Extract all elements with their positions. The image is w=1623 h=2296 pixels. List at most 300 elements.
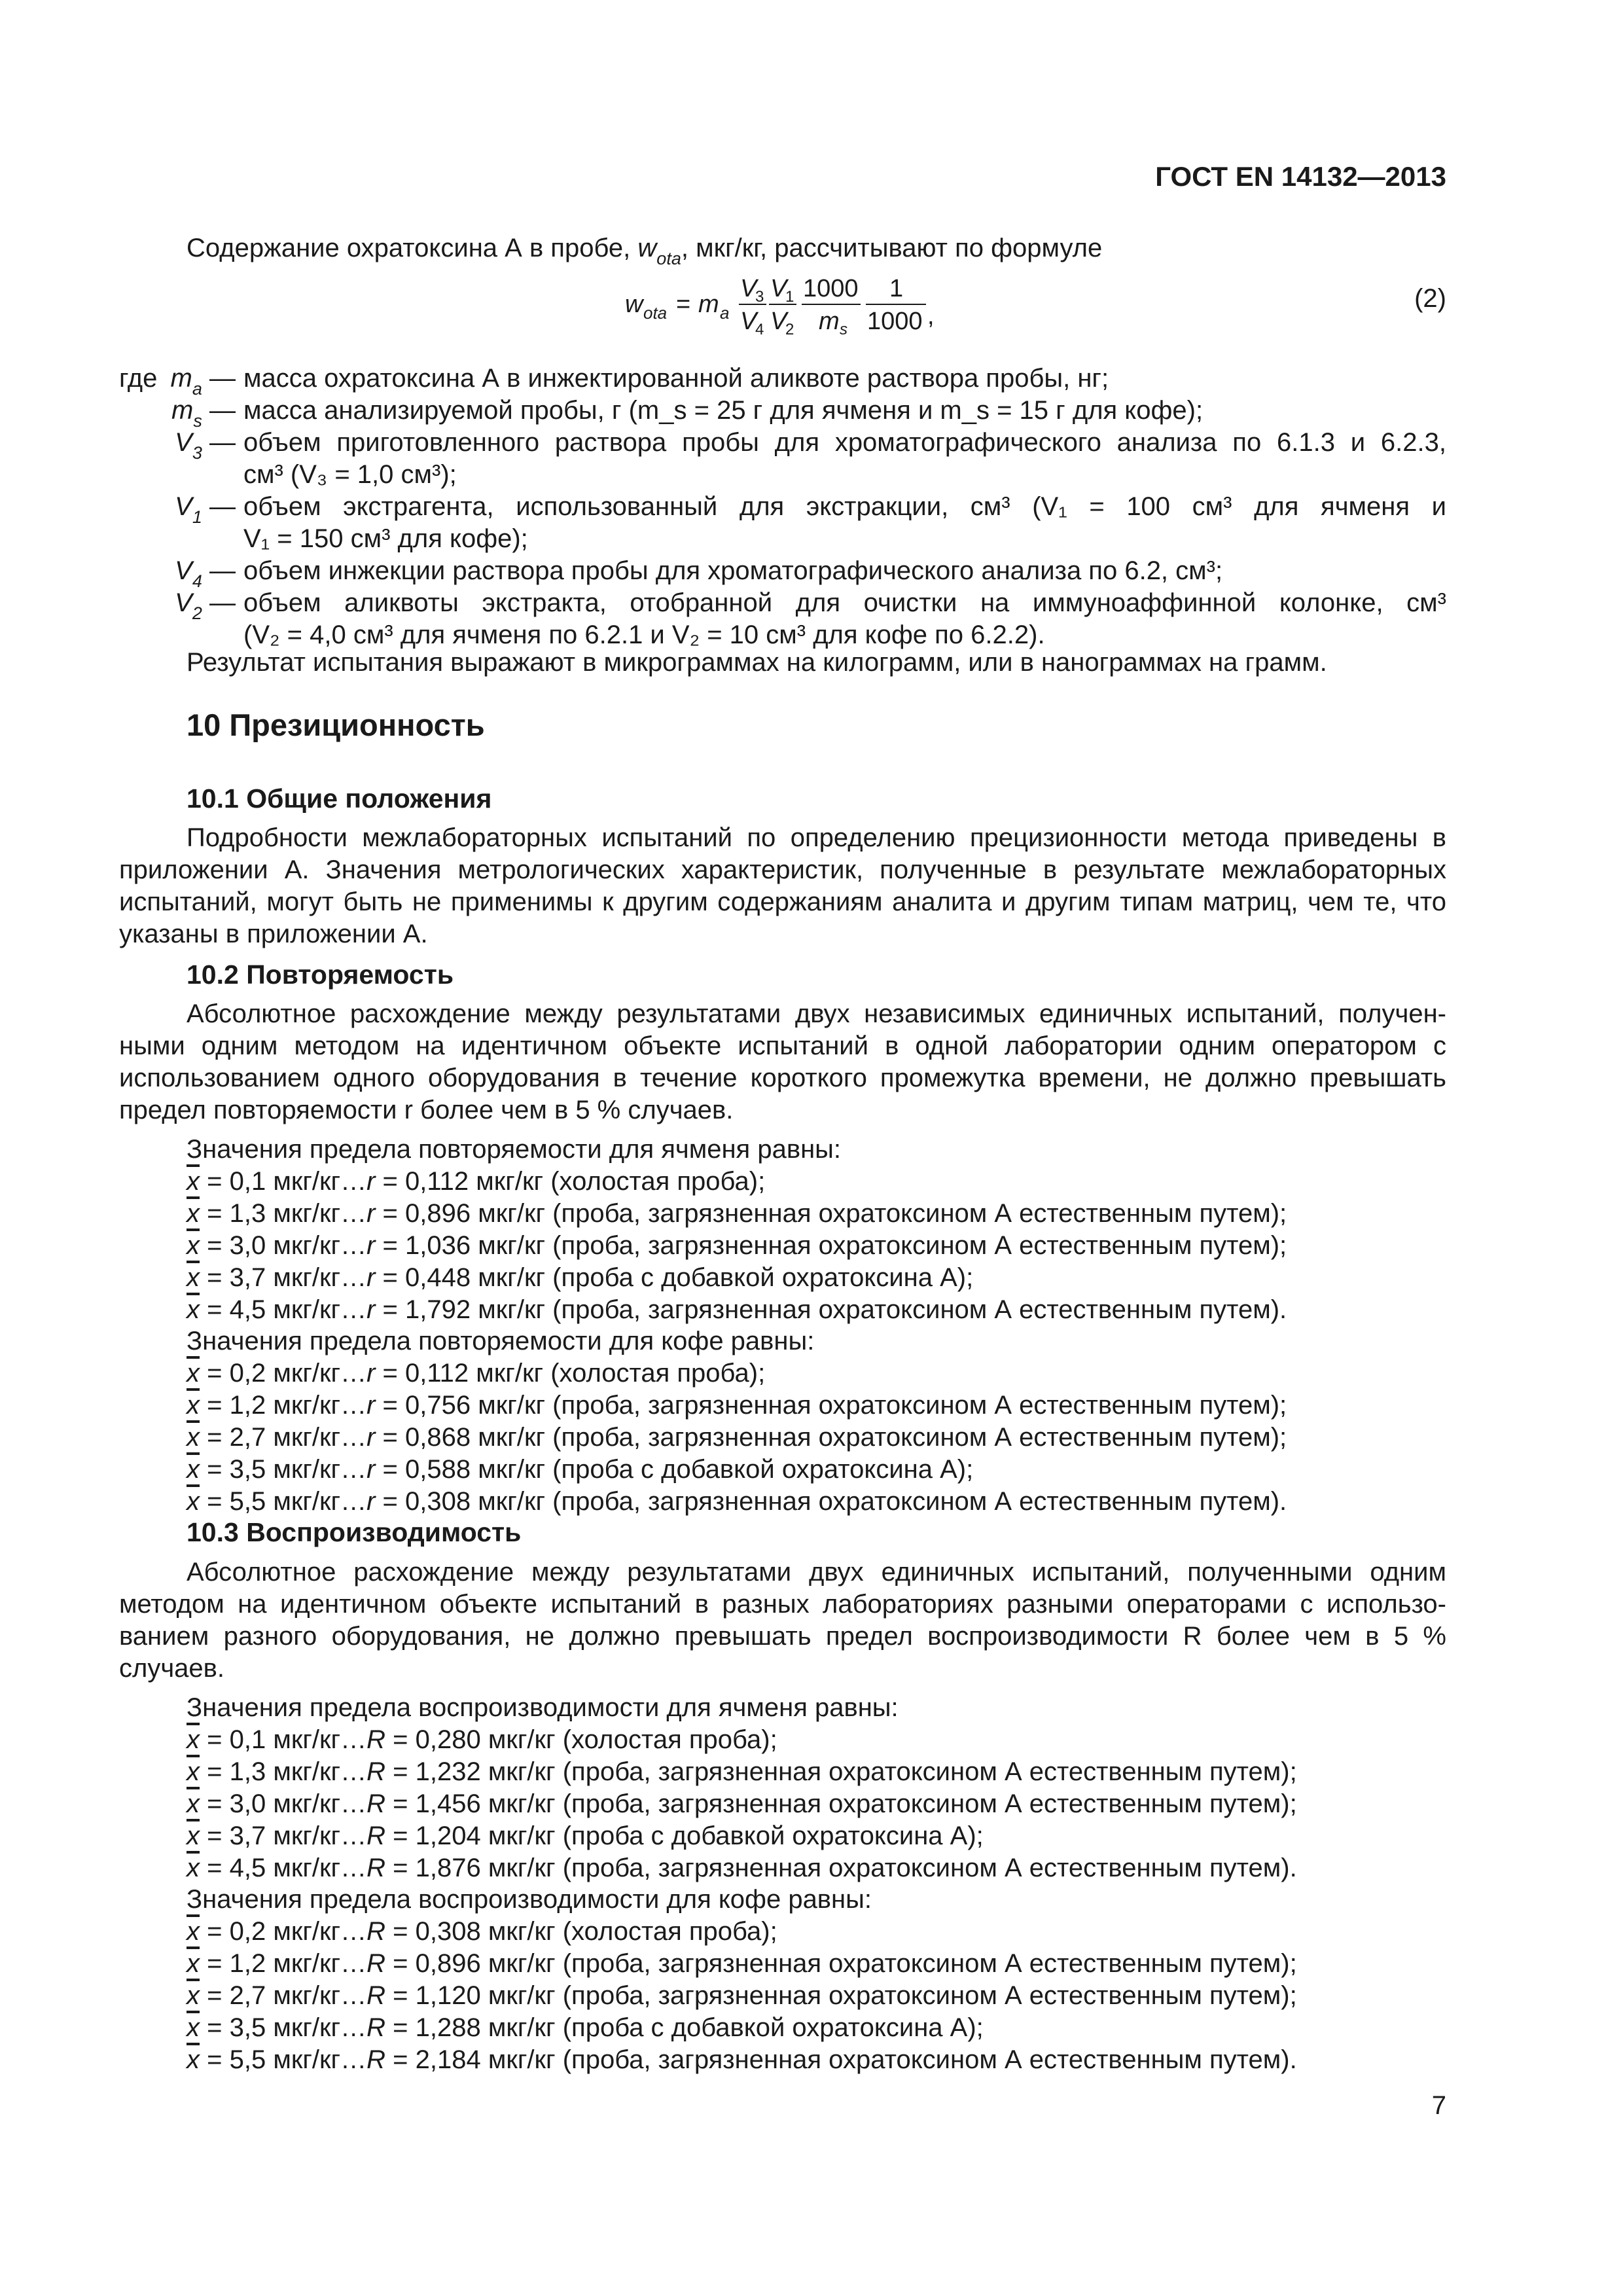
limit-value: 0,280	[415, 1725, 481, 1754]
mean-value: 2,7	[229, 1423, 266, 1452]
equals-sign: =	[375, 1263, 406, 1292]
formula-ma-sub: a	[720, 303, 730, 323]
unit: мкг/кг	[266, 1359, 341, 1388]
limit-symbol: r	[366, 1199, 376, 1228]
limit-value: 0,896	[415, 1949, 481, 1978]
unit: мкг/кг	[480, 1949, 563, 1978]
reproducibility-barley-intro: Значения предела воспроизводимости для ячменя равны:	[187, 1693, 899, 1722]
repeatability-barley-intro: Значения предела повторяемости для ячменя равны:	[187, 1135, 842, 1164]
unit: мкг/кг	[480, 1725, 563, 1754]
value-line	[187, 1948, 1297, 1980]
limit-value: 1,204	[415, 1821, 481, 1850]
unit: мкг/кг	[266, 1455, 341, 1484]
equals-sign: =	[200, 1391, 230, 1420]
x-bar-symbol: $\overline{x}$	[187, 2013, 200, 2042]
ellipsis: …	[340, 1854, 367, 1882]
definition-line: (V₂ = 4,0 см³ для ячменя по 6.2.1 и V₂ = 10 см³ для кофе по 6.2.2).	[243, 620, 1045, 649]
sample-note: (проба, загрязненная охратоксином А естественным путем).	[552, 1295, 1287, 1324]
equals-sign: =	[200, 1725, 230, 1754]
formula-number: (2)	[1414, 284, 1446, 313]
formula-v1-sub: 1	[785, 288, 794, 306]
equals-sign: =	[385, 1725, 416, 1754]
sample-note: (проба, загрязненная охратоксином А естественным путем);	[552, 1231, 1287, 1260]
definition-line: объем аликвоты экстракта, отобранной для очистки на иммуноаффинной колонке, см³	[243, 588, 1446, 617]
limit-value: 0,868	[405, 1423, 471, 1452]
mean-value: 0,2	[229, 1359, 266, 1388]
limit-symbol: R	[366, 1757, 385, 1786]
equals-sign: =	[200, 1949, 230, 1978]
equals-sign: =	[375, 1391, 406, 1420]
limit-symbol: r	[366, 1263, 376, 1292]
ellipsis: …	[340, 1231, 367, 1260]
ellipsis: …	[340, 1167, 367, 1196]
sample-note: (проба с добавкой охратоксина А);	[562, 1821, 984, 1850]
unit: мкг/кг	[266, 2045, 341, 2074]
limit-symbol: r	[366, 1391, 376, 1420]
definition-line: масса анализируемой пробы, г (m_s = 25 г для ячменя и m_s = 15 г для кофе);	[243, 396, 1204, 425]
equals-sign: =	[200, 2045, 230, 2074]
x-bar-symbol: $\overline{x}$	[187, 1487, 200, 1516]
limit-value: 1,792	[405, 1295, 471, 1324]
unit: мкг/кг	[480, 2045, 563, 2074]
equals-sign: =	[375, 1295, 406, 1324]
mean-value: 5,5	[229, 1487, 266, 1516]
x-bar-symbol: $\overline{x}$	[187, 1199, 200, 1228]
limit-symbol: R	[366, 1917, 385, 1946]
unit: мкг/кг	[266, 1391, 341, 1420]
equals-sign: =	[200, 1167, 230, 1196]
unit: мкг/кг	[266, 1917, 341, 1946]
ellipsis: …	[340, 1949, 367, 1978]
unit: мкг/кг	[266, 1949, 341, 1978]
ellipsis: …	[340, 1359, 367, 1388]
limit-symbol: R	[366, 1821, 385, 1850]
sample-note: (проба с добавкой охратоксина А);	[562, 2013, 984, 2042]
unit: мкг/кг	[471, 1263, 553, 1292]
symbol-sub: 4	[192, 571, 202, 591]
value-line	[187, 1980, 1297, 2012]
unit: мкг/кг	[480, 1981, 563, 2010]
formula-ma: m	[698, 291, 719, 318]
formula-ms: m	[819, 308, 840, 335]
paragraph-line: использованием одного оборудования в течение короткого промежутка времени, не должно превышать	[119, 1064, 1446, 1092]
symbol-sub: 1	[192, 507, 202, 527]
x-bar-symbol: $\overline{x}$	[187, 1949, 200, 1978]
mean-value: 0,2	[229, 1917, 266, 1946]
equals-sign: =	[385, 2013, 416, 2042]
sample-note: (холостая проба);	[562, 1917, 777, 1946]
paragraph-line: случаев.	[119, 1654, 225, 1683]
paragraph-line: предел повторяемости r более чем в 5 % случаев.	[119, 1096, 734, 1124]
symbol-sub: 3	[192, 443, 202, 463]
symbol: V	[175, 492, 192, 521]
value-line	[187, 1756, 1297, 1788]
equals-sign: =	[375, 1199, 406, 1228]
value-line	[187, 1390, 1287, 1422]
x-bar-symbol: $\overline{x}$	[187, 1359, 200, 1388]
ellipsis: …	[340, 1199, 367, 1228]
equals-sign: =	[385, 1981, 416, 2010]
equals-sign: =	[385, 1917, 416, 1946]
unit: мкг/кг	[266, 1263, 341, 1292]
mean-value: 1,2	[229, 1391, 266, 1420]
where-symbol	[170, 363, 236, 399]
formula-1000-den: 1000	[867, 308, 923, 335]
limit-symbol: R	[366, 1981, 385, 2010]
ellipsis: …	[340, 1789, 367, 1818]
value-line	[187, 1422, 1287, 1454]
equals-sign: =	[385, 1854, 416, 1882]
unit: мкг/кг	[266, 1199, 341, 1228]
mean-value: 0,1	[229, 1167, 266, 1196]
unit: мкг/кг	[480, 1821, 563, 1850]
sample-note: (проба, загрязненная охратоксином А естественным путем).	[552, 1487, 1287, 1516]
limit-symbol: R	[366, 1789, 385, 1818]
limit-value: 0,308	[415, 1917, 481, 1946]
ellipsis: …	[340, 1487, 367, 1516]
sample-note: (проба, загрязненная охратоксином А естественным путем).	[562, 2045, 1297, 2074]
limit-value: 0,112	[405, 1359, 469, 1388]
formula-1000-num: 1000	[803, 275, 859, 302]
formula-v2-sub: 2	[785, 321, 794, 338]
mean-value: 5,5	[229, 2045, 266, 2074]
x-bar-symbol: $\overline{x}$	[187, 1263, 200, 1292]
equals-sign: =	[375, 1167, 406, 1196]
mean-value: 3,0	[229, 1789, 266, 1818]
mean-value: 3,0	[229, 1231, 266, 1260]
x-bar-symbol: $\overline{x}$	[187, 1821, 200, 1850]
equals-sign: =	[375, 1423, 406, 1452]
limit-value: 1,288	[415, 2013, 481, 2042]
unit: мкг/кг	[266, 1725, 341, 1754]
unit: мкг/кг	[266, 1423, 341, 1452]
paragraph-line: Абсолютное расхождение между результатами двух независимых единичных испытаний, получен-	[187, 999, 1446, 1028]
ellipsis: …	[340, 1725, 367, 1754]
x-bar-symbol: $\overline{x}$	[187, 1789, 200, 1818]
equals-sign: =	[385, 1949, 416, 1978]
equals-sign: =	[385, 1789, 416, 1818]
symbol-sub: 2	[192, 603, 202, 623]
value-line	[187, 1357, 765, 1390]
section-10-1-title: 10.1 Общие положения	[187, 783, 492, 814]
equals-sign: =	[200, 1917, 230, 1946]
equals-sign: =	[200, 1981, 230, 2010]
unit: мкг/кг	[266, 2013, 341, 2042]
intro-var: w	[637, 234, 657, 262]
sample-note: (холостая проба);	[550, 1167, 766, 1196]
sample-note: (проба, загрязненная охратоксином А естественным путем);	[562, 1757, 1297, 1786]
formula-lhs-sub: ota	[643, 303, 668, 323]
x-bar-symbol: $\overline{x}$	[187, 1423, 200, 1452]
formula-svg	[625, 272, 939, 344]
limit-symbol: r	[366, 1167, 376, 1196]
definition-line: объем экстрагента, использованный для экстракции, см³ (V₁ = 100 см³ для ячменя и	[243, 492, 1446, 521]
formula-v4: V	[740, 308, 757, 335]
equals-sign: =	[385, 2045, 416, 2074]
symbol: V	[175, 428, 192, 457]
mean-value: 3,7	[229, 1821, 266, 1850]
limit-value: 0,756	[405, 1391, 471, 1420]
symbol: V	[175, 588, 192, 617]
paragraph-line: указаны в приложении А.	[119, 920, 428, 948]
x-bar-symbol: $\overline{x}$	[187, 2045, 200, 2074]
result-line: Результат испытания выражают в микрограммах на килограмм, или в нанограммах на грамм.	[187, 648, 1327, 677]
page-number: 7	[1431, 2091, 1446, 2120]
x-bar-symbol: $\overline{x}$	[187, 1757, 200, 1786]
unit: мкг/кг	[480, 1854, 563, 1882]
limit-symbol: r	[366, 1295, 376, 1324]
value-line	[187, 1788, 1297, 1820]
equals-sign: =	[200, 1455, 230, 1484]
value-line	[187, 1262, 973, 1294]
mean-value: 0,1	[229, 1725, 266, 1754]
mean-value: 2,7	[229, 1981, 266, 2010]
intro-var-sub: ota	[656, 249, 681, 268]
unit: мкг/кг	[471, 1231, 553, 1260]
x-bar-symbol: $\overline{x}$	[187, 1455, 200, 1484]
ellipsis: …	[340, 2045, 367, 2074]
equals-sign: =	[375, 1455, 406, 1484]
intro-text-after: , мкг/кг, рассчитывают по формуле	[681, 234, 1103, 262]
formula-eq: =	[676, 291, 691, 318]
where-symbol	[175, 491, 236, 527]
em-dash: —	[202, 492, 236, 521]
mean-value: 1,3	[229, 1199, 266, 1228]
x-bar-symbol: $\overline{x}$	[187, 1295, 200, 1324]
symbol-sub: s	[193, 411, 202, 431]
unit: мкг/кг	[266, 1757, 341, 1786]
limit-symbol: R	[366, 2013, 385, 2042]
limit-symbol: r	[366, 1455, 376, 1484]
equals-sign: =	[200, 1821, 230, 1850]
equals-sign: =	[375, 1359, 406, 1388]
ellipsis: …	[340, 1821, 367, 1850]
mean-value: 3,5	[229, 1455, 266, 1484]
limit-symbol: R	[366, 1854, 385, 1882]
definition-line: объем инжекции раствора пробы для хроматографического анализа по 6.2, см³;	[243, 556, 1223, 585]
paragraph-line: методом на идентичном объекте испытаний в разных лабораториях разными операторами с использо-	[119, 1590, 1446, 1619]
mean-value: 3,7	[229, 1263, 266, 1292]
equals-sign: =	[385, 1821, 416, 1850]
formula-v1: V	[770, 275, 787, 302]
limit-symbol: R	[366, 1725, 385, 1754]
value-line	[187, 1852, 1297, 1884]
equals-sign: =	[200, 1295, 230, 1324]
sample-note: (проба, загрязненная охратоксином А естественным путем);	[562, 1789, 1297, 1818]
limit-symbol: R	[366, 2045, 385, 2074]
symbol: m	[170, 364, 192, 393]
equals-sign: =	[375, 1231, 406, 1260]
unit: мкг/кг	[480, 1917, 563, 1946]
formula-ms-sub: s	[840, 321, 847, 338]
sample-note: (проба, загрязненная охратоксином А естественным путем);	[552, 1199, 1287, 1228]
sample-note: (холостая проба);	[550, 1359, 766, 1388]
unit: мкг/кг	[480, 1757, 563, 1786]
x-bar-symbol: $\overline{x}$	[187, 1725, 200, 1754]
where-symbol	[175, 587, 236, 623]
value-line	[187, 1454, 973, 1486]
equals-sign: =	[200, 1359, 230, 1388]
definition-line: объем приготовленного раствора пробы для хроматографического анализа по 6.1.3 и 6.2.3,	[243, 428, 1446, 457]
unit: мкг/кг	[471, 1487, 553, 1516]
ellipsis: …	[340, 1423, 367, 1452]
x-bar-symbol: $\overline{x}$	[187, 1231, 200, 1260]
ellipsis: …	[340, 2013, 367, 2042]
equals-sign: =	[200, 1854, 230, 1882]
limit-value: 1,036	[405, 1231, 471, 1260]
limit-value: 1,456	[415, 1789, 481, 1818]
symbol-sub: a	[192, 379, 202, 399]
limit-value: 0,112	[405, 1167, 469, 1196]
value-line	[187, 1820, 984, 1852]
section-10-title: 10 Презиционность	[187, 708, 485, 742]
ellipsis: …	[340, 1981, 367, 2010]
sample-note: (проба с добавкой охратоксина А);	[552, 1455, 974, 1484]
equals-sign: =	[200, 1231, 230, 1260]
mean-value: 4,5	[229, 1854, 266, 1882]
sample-note: (проба, загрязненная охратоксином А естественным путем);	[552, 1423, 1287, 1452]
sample-note: (проба, загрязненная охратоксином А естественным путем);	[562, 1981, 1297, 2010]
limit-value: 1,876	[415, 1854, 481, 1882]
x-bar-symbol: $\overline{x}$	[187, 1981, 200, 2010]
symbol: m	[171, 396, 194, 425]
unit: мкг/кг	[266, 1854, 341, 1882]
unit: мкг/кг	[471, 1455, 553, 1484]
formula-v4-sub: 4	[755, 321, 764, 338]
em-dash: —	[202, 364, 236, 393]
unit: мкг/кг	[266, 1167, 341, 1196]
x-bar-symbol: $\overline{x}$	[187, 1391, 200, 1420]
x-bar-symbol: $\overline{x}$	[187, 1167, 200, 1196]
limit-symbol: r	[366, 1231, 376, 1260]
sample-note: (проба, загрязненная охратоксином А естественным путем);	[552, 1391, 1287, 1420]
formula-tail: ,	[927, 302, 935, 330]
em-dash: —	[202, 556, 236, 585]
equals-sign: =	[200, 1487, 230, 1516]
sample-note: (проба с добавкой охратоксина А);	[552, 1263, 974, 1292]
equals-sign: =	[200, 1199, 230, 1228]
standard-header: ГОСТ EN 14132—2013	[1155, 161, 1446, 192]
unit: мкг/кг	[266, 1231, 341, 1260]
unit: мкг/кг	[266, 1981, 341, 2010]
paragraph-line: ванием разного оборудования, не должно превышать предел воспроизводимости R более чем в 5 %	[119, 1622, 1446, 1651]
value-line	[187, 1724, 777, 1756]
value-line	[187, 1486, 1287, 1518]
equals-sign: =	[200, 1423, 230, 1452]
limit-value: 0,896	[405, 1199, 471, 1228]
unit: мкг/кг	[471, 1199, 553, 1228]
x-bar-symbol: $\overline{x}$	[187, 1854, 200, 1882]
unit: мкг/кг	[471, 1423, 553, 1452]
where-prefix: где	[119, 364, 158, 393]
limit-value: 0,448	[405, 1263, 471, 1292]
ellipsis: …	[340, 1295, 367, 1324]
definition-line: V₁ = 150 см³ для кофе);	[243, 524, 528, 553]
em-dash: —	[202, 396, 236, 425]
value-line	[187, 2012, 984, 2044]
unit: мкг/кг	[480, 2013, 563, 2042]
value-line	[187, 1294, 1287, 1326]
formula-lhs: w	[625, 291, 643, 318]
section-10-2-title: 10.2 Повторяемость	[187, 960, 454, 990]
sample-note: (проба, загрязненная охратоксином А естественным путем).	[562, 1854, 1297, 1882]
paragraph-line: ными одним методом на идентичном объекте испытаний в одной лаборатории одним оператором с	[119, 1031, 1446, 1060]
definition-line: масса охратоксина А в инжектированной аликвоте раствора пробы, нг;	[243, 364, 1109, 393]
ellipsis: …	[340, 1263, 367, 1292]
equals-sign: =	[200, 1789, 230, 1818]
formula-1-num: 1	[889, 275, 904, 302]
mean-value: 1,3	[229, 1757, 266, 1786]
unit: мкг/кг	[266, 1789, 341, 1818]
limit-value: 2,184	[415, 2045, 481, 2074]
value-line	[187, 1198, 1287, 1230]
where-symbol	[175, 427, 236, 463]
mean-value: 3,5	[229, 2013, 266, 2042]
em-dash: —	[202, 588, 236, 617]
equals-sign: =	[200, 2013, 230, 2042]
unit: мкг/кг	[266, 1821, 341, 1850]
limit-value: 1,232	[415, 1757, 481, 1786]
unit: мкг/кг	[266, 1295, 341, 1324]
unit: мкг/кг	[469, 1167, 551, 1196]
mean-value: 1,2	[229, 1949, 266, 1978]
sample-note: (проба, загрязненная охратоксином А естественным путем);	[562, 1949, 1297, 1978]
paragraph-line: Подробности межлабораторных испытаний по определению прецизионности метода приведены в	[187, 823, 1446, 852]
paragraph-line: испытаний, могут быть не применимы к другим содержаниям аналита и другим типам матриц, чем те, что	[119, 888, 1446, 916]
unit: мкг/кг	[266, 1487, 341, 1516]
unit: мкг/кг	[471, 1295, 553, 1324]
x-bar-symbol: $\overline{x}$	[187, 1917, 200, 1946]
unit: мкг/кг	[471, 1391, 553, 1420]
limit-value: 1,120	[415, 1981, 481, 2010]
ellipsis: …	[340, 1391, 367, 1420]
formula-2	[625, 272, 939, 344]
equals-sign: =	[200, 1757, 230, 1786]
em-dash: —	[202, 428, 236, 457]
symbol: V	[175, 556, 192, 585]
formula-v3: V	[740, 275, 757, 302]
ellipsis: …	[340, 1917, 367, 1946]
unit: мкг/кг	[469, 1359, 551, 1388]
ellipsis: …	[340, 1455, 367, 1484]
sample-note: (холостая проба);	[562, 1725, 777, 1754]
value-line	[187, 1166, 765, 1198]
equals-sign: =	[385, 1757, 416, 1786]
value-line	[187, 1230, 1287, 1262]
limit-symbol: R	[366, 1949, 385, 1978]
unit: мкг/кг	[480, 1789, 563, 1818]
limit-symbol: r	[366, 1359, 376, 1388]
intro-text-before: Содержание охратоксина А в пробе,	[187, 234, 638, 262]
mean-value: 4,5	[229, 1295, 266, 1324]
section-10-3-title: 10.3 Воспроизводимость	[187, 1517, 522, 1547]
limit-value: 0,588	[405, 1455, 471, 1484]
where-symbol	[175, 555, 236, 591]
limit-symbol: r	[366, 1423, 376, 1452]
repeatability-coffee-intro: Значения предела повторяемости для кофе равны:	[187, 1327, 815, 1355]
reproducibility-coffee-intro: Значения предела воспроизводимости для кофе равны:	[187, 1885, 872, 1914]
limit-value: 0,308	[405, 1487, 471, 1516]
value-line	[187, 2044, 1297, 2076]
equals-sign: =	[200, 1263, 230, 1292]
formula-v2: V	[770, 308, 787, 335]
limit-symbol: r	[366, 1487, 376, 1516]
where-symbol	[171, 395, 236, 431]
formula-intro	[187, 232, 1103, 268]
value-line	[187, 1916, 777, 1948]
paragraph-line: приложении А. Значения метрологических характеристик, полученные в результате межлабораторных	[119, 855, 1446, 884]
definition-line: см³ (V₃ = 1,0 см³);	[243, 460, 457, 489]
